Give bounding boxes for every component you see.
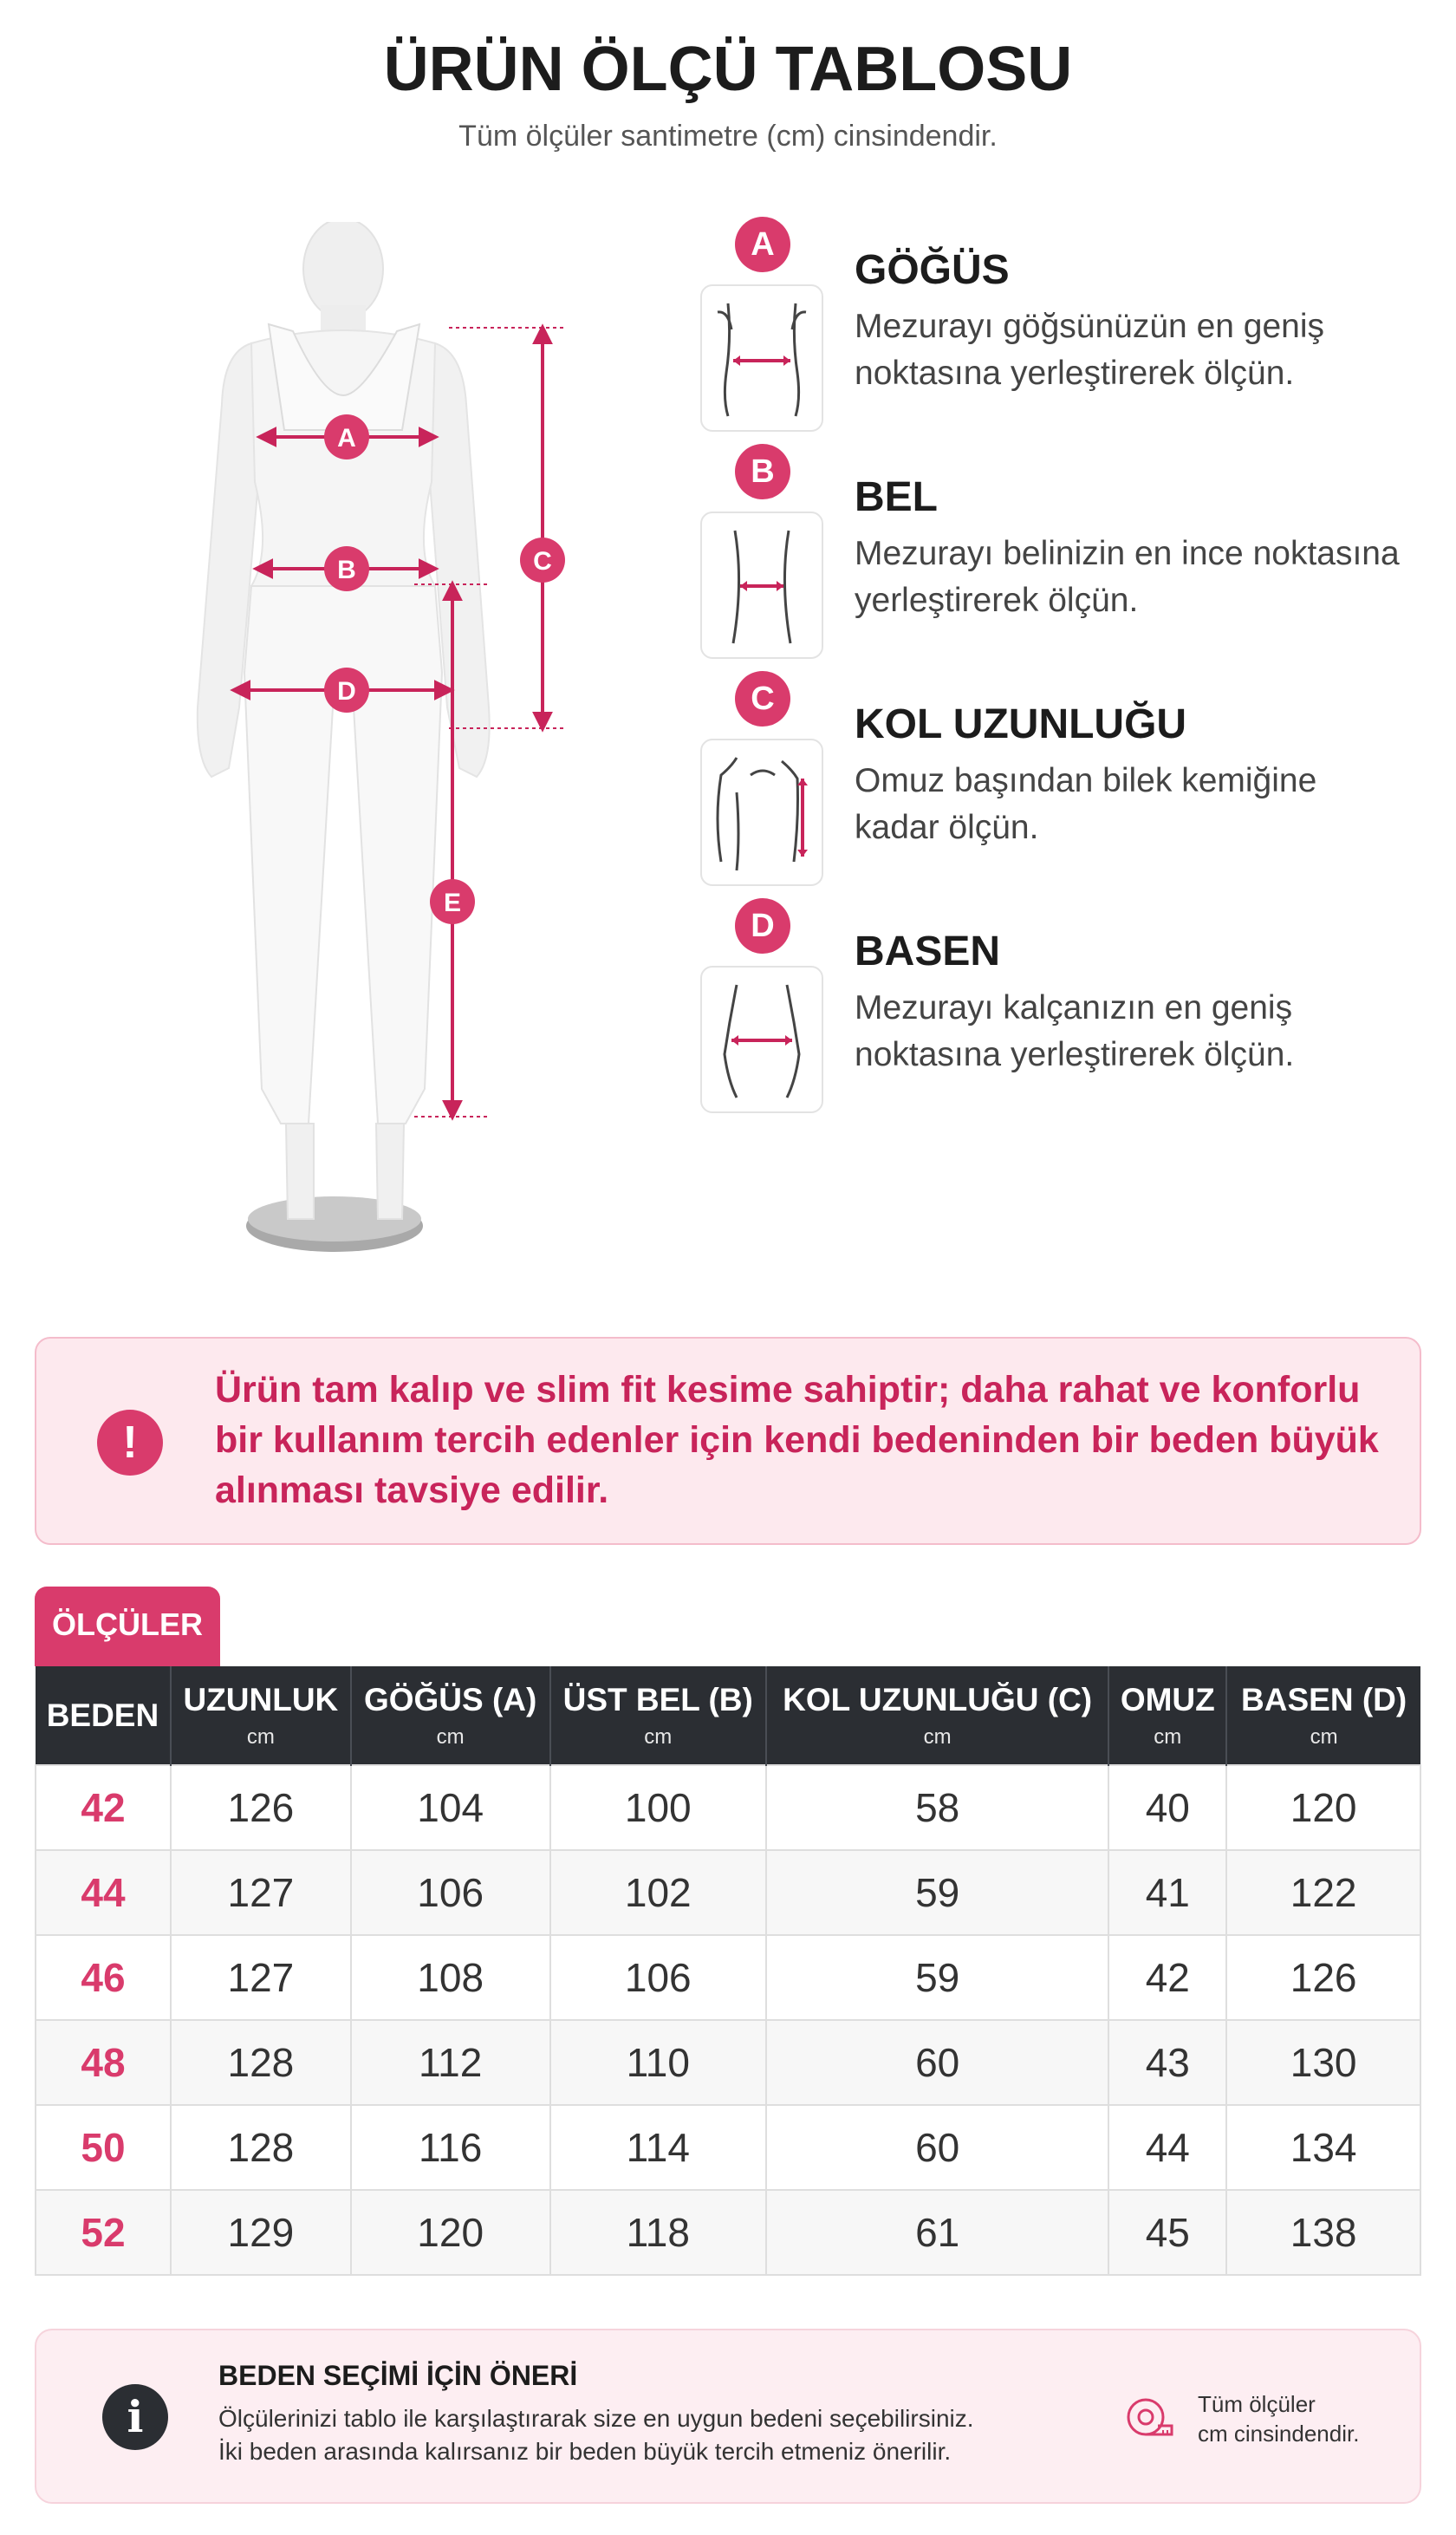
table-cell: 106 [351, 1850, 550, 1935]
guide-description-line: kadar ölçün. [855, 809, 1039, 846]
marker-b [324, 546, 369, 591]
measuring-tape-icon [1123, 2391, 1175, 2443]
table-cell: 122 [1226, 1850, 1420, 1935]
guide-description [855, 531, 1427, 624]
guide-item-waist [700, 444, 1437, 671]
table-cell: 43 [1108, 2020, 1226, 2105]
page-title: ÜRÜN ÖLÇÜ TABLOSU [383, 35, 1073, 104]
guide-description-line: Mezurayı belinizin en ince noktasına [855, 535, 1400, 572]
units-note: Tüm ölçüler [1198, 2391, 1316, 2417]
table-cell: 44 [1108, 2105, 1226, 2190]
guide-description-line: yerleştirerek ölçün. [855, 582, 1139, 619]
table-cell: 106 [550, 1935, 766, 2020]
table-cell: 45 [1108, 2190, 1226, 2275]
guide-description-line: Mezurayı kalçanızın en geniş [855, 989, 1293, 1026]
column-header-unit: cm [644, 1724, 673, 1749]
svg-text:A: A [337, 424, 356, 453]
column-header-unit: cm [923, 1724, 952, 1749]
table-cell: 108 [351, 1935, 550, 2020]
table-cell: 138 [1226, 2190, 1420, 2275]
column-header [171, 1666, 351, 1765]
column-header-label: BASEN (D) [1241, 1681, 1407, 1717]
column-header [1108, 1666, 1226, 1765]
measurement-guide [700, 217, 1437, 1125]
table-cell: 116 [351, 2105, 550, 2190]
column-header [351, 1666, 550, 1765]
table-row [36, 1935, 1420, 2020]
guide-description [855, 758, 1427, 851]
size-cell: 46 [36, 1935, 171, 2020]
guide-description-line: noktasına yerleştirerek ölçün. [855, 355, 1295, 392]
guide-description-line: Mezurayı göğsünüzün en geniş [855, 308, 1325, 345]
table-cell: 60 [766, 2020, 1108, 2105]
measurements-tab: ÖLÇÜLER [35, 1587, 220, 1666]
arm-length-icon [700, 739, 823, 886]
size-cell: 50 [36, 2105, 171, 2190]
table-cell: 60 [766, 2105, 1108, 2190]
table-cell: 128 [171, 2105, 351, 2190]
table-cell: 42 [1108, 1935, 1226, 2020]
table-row [36, 2190, 1420, 2275]
hip-measure-icon [700, 966, 823, 1113]
recommendation-text: Ölçülerinizi tablo ile karşılaştırarak size en uygun bedeni seçebilirsiniz. [218, 2405, 974, 2432]
marker-a [324, 414, 369, 459]
guide-description-line: noktasına yerleştirerek ölçün. [855, 1036, 1295, 1073]
table-row [36, 2105, 1420, 2190]
guide-item-hip [700, 898, 1437, 1125]
waist-measure-icon [700, 512, 823, 659]
info-icon: i [102, 2384, 168, 2450]
table-cell: 129 [171, 2190, 351, 2275]
table-cell: 58 [766, 1765, 1108, 1850]
table-cell: 59 [766, 1850, 1108, 1935]
column-header [766, 1666, 1108, 1765]
table-cell: 61 [766, 2190, 1108, 2275]
badge-a: A [735, 217, 790, 272]
column-header-label: UZUNLUK [183, 1681, 339, 1717]
table-cell: 110 [550, 2020, 766, 2105]
mannequin-figure [102, 222, 588, 1262]
table-cell: 112 [351, 2020, 550, 2105]
badge-d: D [735, 898, 790, 954]
marker-d [324, 668, 369, 713]
table-cell: 120 [351, 2190, 550, 2275]
table-cell: 59 [766, 1935, 1108, 2020]
svg-text:D: D [337, 677, 356, 706]
size-recommendation-box [35, 2329, 1421, 2504]
column-header-label: BEDEN [46, 1697, 159, 1733]
column-header-label: KOL UZUNLUĞU (C) [783, 1681, 1093, 1717]
table-row [36, 1765, 1420, 1850]
marker-c [520, 538, 565, 583]
size-table [35, 1666, 1421, 2276]
guide-description-line: Omuz başından bilek kemiğine [855, 762, 1317, 799]
recommendation-text: İki beden arasında kalırsanız bir beden büyük tercih etmeniz önerilir. [218, 2438, 952, 2465]
table-cell: 40 [1108, 1765, 1226, 1850]
svg-text:B: B [337, 556, 356, 584]
column-header [550, 1666, 766, 1765]
table-cell: 114 [550, 2105, 766, 2190]
guide-item-arm-length [700, 671, 1437, 898]
table-cell: 104 [351, 1765, 550, 1850]
size-cell: 48 [36, 2020, 171, 2105]
column-header-unit: cm [1310, 1724, 1338, 1749]
table-cell: 127 [171, 1850, 351, 1935]
size-cell: 42 [36, 1765, 171, 1850]
table-row [36, 1850, 1420, 1935]
svg-text:C: C [533, 547, 552, 576]
table-header-row [36, 1666, 1420, 1765]
table-cell: 130 [1226, 2020, 1420, 2105]
marker-e [430, 879, 475, 924]
column-header-unit: cm [1154, 1724, 1182, 1749]
guide-title: BEL [855, 474, 938, 520]
table-cell: 127 [171, 1935, 351, 2020]
column-header-label: GÖĞÜS (A) [363, 1681, 537, 1717]
size-cell: 52 [36, 2190, 171, 2275]
table-cell: 100 [550, 1765, 766, 1850]
table-cell: 134 [1226, 2105, 1420, 2190]
svg-text:E: E [443, 889, 462, 917]
table-cell: 41 [1108, 1850, 1226, 1935]
exclamation-icon: ! [97, 1410, 163, 1476]
guide-title: BASEN [855, 929, 1001, 974]
recommendation-title: BEDEN SEÇİMİ İÇİN ÖNERİ [218, 2360, 578, 2391]
column-header [1226, 1666, 1420, 1765]
chest-measure-icon [700, 284, 823, 432]
table-cell: 126 [1226, 1935, 1420, 2020]
guide-item-chest [700, 217, 1437, 444]
guide-description [855, 985, 1427, 1079]
size-cell: 44 [36, 1850, 171, 1935]
guide-title: KOL UZUNLUĞU [855, 701, 1187, 747]
table-cell: 102 [550, 1850, 766, 1935]
table-cell: 120 [1226, 1765, 1420, 1850]
mannequin-diagram [102, 222, 588, 1262]
column-header-label: OMUZ [1120, 1681, 1215, 1717]
badge-b: B [735, 444, 790, 499]
fit-warning-box [35, 1337, 1421, 1545]
table-cell: 118 [550, 2190, 766, 2275]
table-row [36, 2020, 1420, 2105]
units-note: cm cinsindendir. [1198, 2421, 1360, 2447]
column-header-label: ÜST BEL (B) [562, 1681, 753, 1717]
guide-title: GÖĞÜS [855, 247, 1010, 293]
table-cell: 128 [171, 2020, 351, 2105]
page-header [0, 31, 1456, 153]
column-header-unit: cm [246, 1724, 275, 1749]
guide-description [855, 303, 1427, 397]
page-subtitle: Tüm ölçüler santimetre (cm) cinsindendir. [458, 120, 998, 153]
fit-warning-text: Ürün tam kalıp ve slim fit kesime sahiptir; daha rahat ve konforlu bir kullanım tercih edenler için kendi bedeninden bir beden büyük alınması tavsiye edilir. [215, 1369, 1379, 1511]
column-header [36, 1666, 171, 1765]
column-header-unit: cm [436, 1724, 465, 1749]
badge-c: C [735, 671, 790, 727]
table-cell: 126 [171, 1765, 351, 1850]
